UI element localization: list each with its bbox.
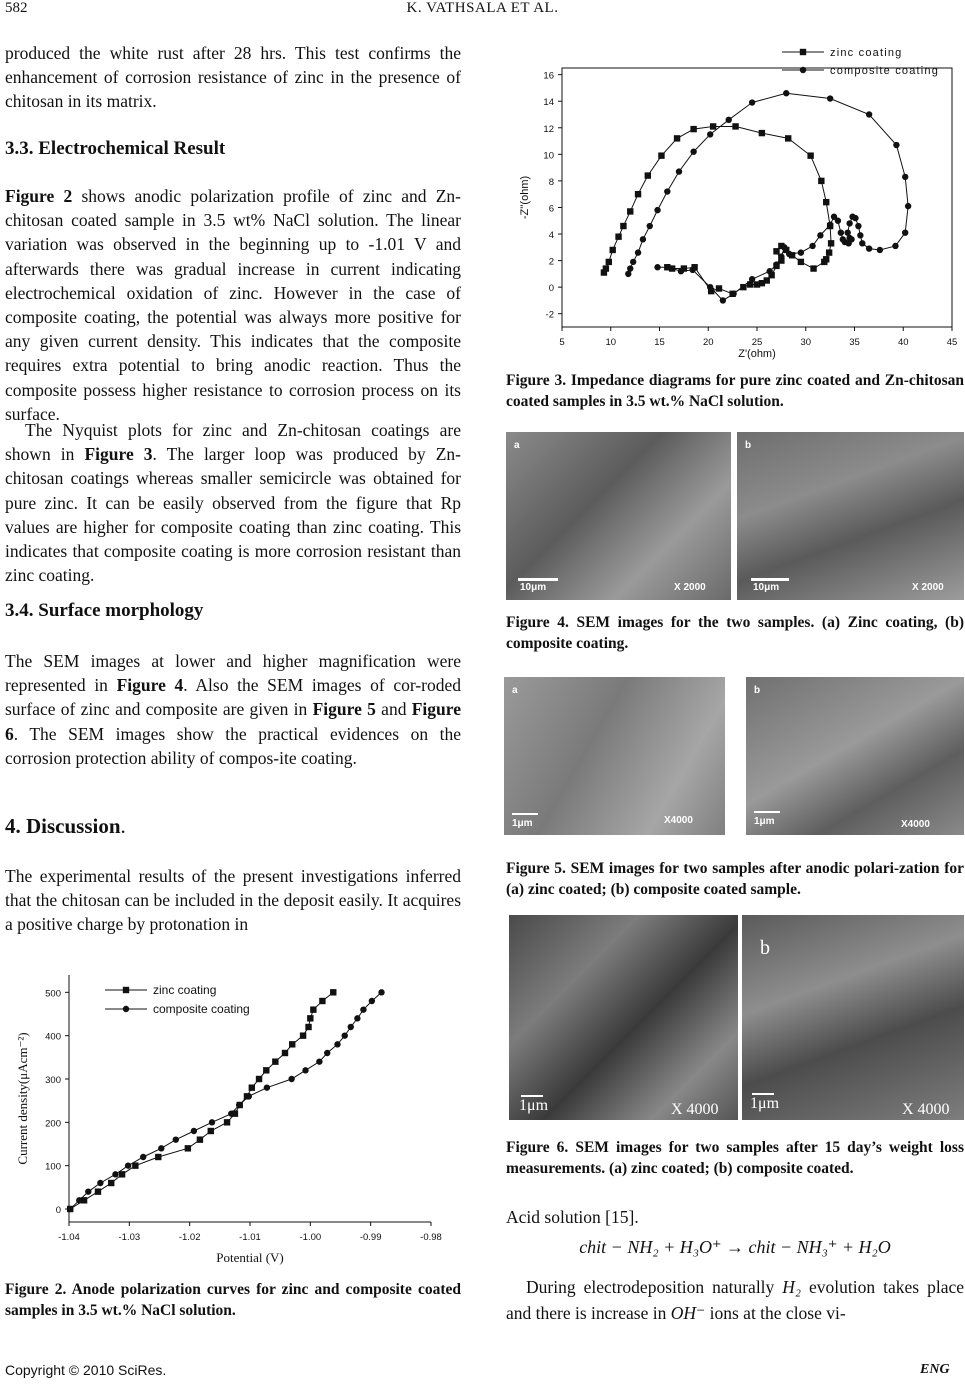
figure-5b-sem-image [746, 677, 964, 835]
data-point-square [828, 240, 834, 246]
y-tick-label: 12 [543, 123, 554, 135]
y-tick-label: 200 [45, 1118, 61, 1130]
figure5-ref[interactable]: Figure 5 [312, 699, 376, 720]
data-point-circle [360, 1006, 366, 1012]
figure-4a-sem-image [506, 432, 731, 600]
data-point-square [330, 989, 336, 995]
data-point-square [256, 1076, 262, 1082]
data-point-circle [877, 247, 883, 253]
data-point-circle [264, 1084, 270, 1090]
page-number: 582 [5, 0, 28, 16]
data-point-circle [749, 276, 755, 282]
y-tick-label: 16 [543, 70, 554, 82]
figure6-ref[interactable]: Figure 6 [5, 699, 461, 744]
data-point-circle [378, 989, 384, 995]
data-point-square [821, 259, 827, 265]
data-point-circle [786, 251, 792, 257]
y-tick-label: 300 [45, 1075, 61, 1086]
data-point-circle [866, 245, 872, 251]
figure-3-caption: Figure 3. Impedance diagrams for pure zinc coated and Zn-chitosan coated samples in 3.5 wt.% NaCl solution. [506, 372, 964, 410]
data-point-circle [778, 253, 784, 259]
data-point-square [674, 135, 680, 141]
figure-6a-scale-label: 1μm [519, 1097, 549, 1114]
intro-paragraph: produced the white rust after 28 hrs. This test confirms the enhancement of corrosion resistance of zinc in the presence of chitosan in its matrix. [5, 43, 461, 112]
figure2-ref[interactable]: Figure 2 [5, 186, 73, 206]
sem-text-d: . The SEM images show the practical evidences on the corrosion protection ability of compos-ite coating. [5, 723, 461, 768]
data-point-circle [840, 236, 846, 242]
section-4-title: 4. Discussion [5, 814, 121, 838]
data-point-circle [749, 99, 755, 105]
series-line-square [70, 992, 333, 1209]
figure-5a-sem-image [504, 677, 725, 835]
x-tick-label: -1.04 [58, 1232, 80, 1243]
x-tick-label: -1.02 [178, 1232, 201, 1243]
x-axis-label: Z'(ohm) [738, 348, 776, 360]
data-point-square [249, 1084, 255, 1090]
x-tick-label: 30 [800, 337, 812, 348]
x-tick-label: 45 [946, 337, 958, 348]
figure-3-chart [506, 40, 964, 365]
figure-2-chart [5, 960, 461, 1270]
x-tick-label: -1.01 [239, 1232, 261, 1243]
figure-4b-magnification: X 2000 [912, 582, 944, 593]
data-point-square [208, 1128, 214, 1134]
plot-frame [562, 68, 952, 327]
discussion-paragraph: The experimental results of the present investigations inferred that the chitosan can be included in the deposit easily. It acquires a positive charge by protonation in [5, 866, 461, 935]
data-point-circle [665, 264, 671, 270]
data-point-circle [173, 1136, 179, 1142]
data-point-circle [831, 214, 837, 220]
data-point-circle [730, 291, 736, 297]
data-point-square [773, 248, 779, 254]
data-point-square [224, 1119, 230, 1125]
figure-4a-label: a [514, 440, 520, 451]
data-point-square [300, 1032, 306, 1038]
legend-label: composite coating [153, 1002, 250, 1016]
nyquist-text-b: . The larger loop was produced by Zn-chitosan coatings whereas smaller semicircle was obtained for pure zinc. It can be easily observed from the figure that Rp values are higher for composite coating than zinc coating. This indicates that composite coating is more corrosion resistant than zinc coating. [5, 444, 461, 586]
data-point-circle [902, 174, 908, 180]
section-3-3-heading: 3.3. Electrochemical Result [5, 138, 226, 159]
data-point-circle [76, 1197, 82, 1203]
y-tick-label: 100 [45, 1161, 61, 1173]
figure-4b-scale-label: 10μm [753, 582, 780, 593]
data-point-circle [630, 259, 636, 265]
oh-symbol: OH⁻ [670, 1303, 706, 1323]
data-point-circle [676, 168, 682, 174]
data-point-square [810, 265, 816, 271]
elec-text-a: During electrodeposition naturally [526, 1277, 783, 1297]
series-line-square [604, 126, 831, 293]
data-point-square [610, 247, 616, 253]
data-point-circle [773, 261, 779, 267]
data-point-square [615, 233, 621, 239]
running-title: K. VATHSALA ET AL. [406, 0, 559, 16]
figure-2-caption: Figure 2. Anode polarization curves for zinc and composite coated samples in 3.5 wt.% NaCl solution. [5, 1281, 461, 1319]
y-tick-label: 6 [548, 203, 554, 215]
y-tick-label: 8 [548, 176, 554, 188]
figure-5a-scale-label: 1μm [512, 818, 533, 829]
data-point-circle [893, 142, 899, 148]
data-point-circle [654, 207, 660, 213]
data-point-square [307, 1015, 313, 1021]
nyquist-text-a: The Nyquist plots for zinc and Zn-chitosan coatings are shown in [5, 420, 461, 465]
figure-5b-scale-bar [754, 811, 780, 813]
data-point-circle [857, 232, 863, 238]
data-point-circle [690, 148, 696, 154]
y-tick-label: 2 [548, 256, 554, 268]
data-point-circle [654, 264, 660, 270]
figure-5b-magnification: X4000 [901, 819, 930, 830]
figure4-ref[interactable]: Figure 4 [116, 675, 184, 696]
data-point-square [645, 172, 651, 178]
h2-symbol: H₂ [782, 1277, 802, 1297]
figure-6-caption: Figure 6. SEM images for two samples after 15 day’s weight loss measurements. (a) zinc coated; (b) composite coated. [506, 1139, 964, 1177]
figure-5-caption: Figure 5. SEM images for two samples after anodic polari-zation for (a) zinc coated; (b) composite coated sample. [506, 860, 964, 898]
data-point-circle [809, 243, 815, 249]
data-point-square [818, 178, 824, 184]
data-point-circle [627, 265, 633, 271]
data-point-square [658, 152, 664, 158]
y-tick-label: 500 [45, 988, 61, 1000]
data-point-circle [316, 1058, 322, 1064]
data-point-square [282, 1050, 288, 1056]
legend-label: composite coating [830, 65, 940, 77]
data-point-circle [246, 1093, 252, 1099]
y-tick-label: 0 [55, 1205, 61, 1216]
legend-marker-circle [800, 67, 806, 73]
data-point-circle [846, 220, 852, 226]
data-point-circle [866, 111, 872, 117]
data-point-circle [369, 998, 375, 1004]
x-tick-label: 5 [559, 337, 565, 348]
y-tick-label: 14 [543, 97, 554, 109]
data-point-circle [678, 268, 684, 274]
x-tick-label: -0.99 [359, 1232, 382, 1243]
x-tick-label: 25 [751, 337, 763, 348]
data-point-circle [342, 1032, 348, 1038]
x-tick-label: 40 [897, 337, 909, 348]
data-point-circle [125, 1162, 131, 1168]
data-point-circle [334, 1041, 340, 1047]
data-point-circle [635, 249, 641, 255]
data-point-circle [707, 284, 713, 290]
figure-4a-scale-bar [518, 578, 558, 581]
figure-4b-sem-image [737, 432, 964, 600]
y-tick-label: 0 [548, 283, 554, 295]
figure-5a-label: a [512, 685, 518, 696]
legend-marker-square [800, 49, 806, 55]
data-point-square [319, 998, 325, 1004]
figure-4b-scale-bar [751, 578, 789, 581]
figure-4a-scale-label: 10μm [520, 582, 547, 593]
legend-label: zinc coating [830, 47, 903, 59]
data-point-circle [902, 229, 908, 235]
section-3-4-heading: 3.4. Surface morphology [5, 600, 204, 621]
figure-6a-sem-image [509, 915, 738, 1120]
elec-text-b: evolution takes place and there is increase in [506, 1277, 964, 1323]
y-tick-label: -2 [545, 309, 554, 321]
data-point-circle [236, 1102, 242, 1108]
data-point-square [119, 1171, 125, 1177]
sem-text-c: and [375, 699, 412, 720]
data-point-square [826, 249, 832, 255]
data-point-circle [892, 243, 898, 249]
y-tick-label: 4 [548, 230, 554, 242]
data-point-square [710, 123, 716, 129]
data-point-square [606, 259, 612, 265]
data-point-square [823, 199, 829, 205]
x-tick-label: -0.98 [420, 1232, 442, 1243]
section-4-heading [5, 814, 461, 839]
data-point-square [603, 265, 609, 271]
figure-4-caption: Figure 4. SEM images for the two samples. (a) Zinc coating, (b) composite coating. [506, 614, 964, 652]
data-point-square [132, 1162, 138, 1168]
data-point-square [732, 123, 738, 129]
data-point-circle [158, 1145, 164, 1151]
data-point-circle [85, 1188, 91, 1194]
data-point-circle [849, 214, 855, 220]
data-point-circle [354, 1015, 360, 1021]
figure-4b-label: b [745, 440, 752, 451]
data-point-square [305, 1024, 311, 1030]
data-point-square [627, 208, 633, 214]
data-point-square [155, 1154, 161, 1160]
data-point-circle [97, 1180, 103, 1186]
data-point-circle [228, 1110, 234, 1116]
figure-5a-scale-bar [512, 813, 538, 815]
y-axis-label: -Z''(ohm) [519, 175, 531, 220]
data-point-square [807, 152, 813, 158]
data-point-circle [191, 1128, 197, 1134]
sem-text-a: The SEM images at lower and higher magnification were represented in [5, 651, 461, 696]
data-point-square [289, 1041, 295, 1047]
electrodeposition-paragraph [506, 1274, 964, 1326]
data-point-square [310, 1006, 316, 1012]
data-point-square [620, 223, 626, 229]
data-point-circle [859, 240, 865, 246]
figure-5a-magnification: X4000 [664, 815, 693, 826]
copyright-footer: Copyright © 2010 SciRes. [5, 1362, 167, 1378]
data-point-square [263, 1067, 269, 1073]
data-point-circle [726, 117, 732, 123]
x-tick-label: -1.00 [299, 1232, 322, 1243]
data-point-circle [302, 1067, 308, 1073]
section-4-dot: . [120, 814, 126, 838]
data-point-circle [348, 1024, 354, 1030]
x-tick-label: 20 [702, 337, 714, 348]
acid-solution-line: Acid solution [15]. [506, 1207, 639, 1227]
x-tick-label: 35 [849, 337, 860, 348]
data-point-square [754, 281, 760, 287]
figure-4a-magnification: X 2000 [674, 582, 706, 593]
figure-6b-sem-image [742, 915, 964, 1120]
data-point-circle [827, 222, 833, 228]
figure3-ref[interactable]: Figure 3 [84, 444, 153, 465]
data-point-square [716, 285, 722, 291]
data-point-circle [827, 95, 833, 101]
data-point-circle [781, 244, 787, 250]
data-point-square [197, 1136, 203, 1142]
data-point-square [108, 1180, 114, 1186]
figure-6b-scale-label: 1μm [750, 1095, 780, 1112]
data-point-square [798, 259, 804, 265]
nyquist-paragraph [5, 418, 461, 587]
data-point-square [272, 1058, 278, 1064]
figure-6a-magnification: X 4000 [671, 1101, 719, 1118]
data-point-square [185, 1145, 191, 1151]
reaction-equation: chit − NH₂ + H₃O⁺ → chit − NH₃⁺ + H₂O [579, 1237, 891, 1257]
data-point-circle [112, 1171, 118, 1177]
elec-text-c: ions at the close vi- [705, 1303, 846, 1323]
x-tick-label: 10 [605, 337, 617, 348]
data-point-circle [689, 267, 695, 273]
data-point-circle [707, 131, 713, 137]
data-point-circle [766, 268, 772, 274]
data-point-circle [67, 1206, 73, 1212]
x-tick-label: -1.03 [118, 1232, 141, 1243]
data-point-circle [640, 236, 646, 242]
data-point-circle [817, 232, 823, 238]
data-point-square [635, 191, 641, 197]
y-axis-label: Current density(μAcm⁻²) [15, 1032, 30, 1165]
figure-6b-magnification: X 4000 [902, 1101, 950, 1118]
data-point-circle [140, 1154, 146, 1160]
data-point-circle [720, 297, 726, 303]
y-tick-label: 400 [45, 1031, 61, 1043]
x-axis-label: Potential (V) [216, 1250, 284, 1265]
data-point-circle [855, 223, 861, 229]
data-point-circle [838, 229, 844, 235]
figure2-discussion-text: shows anodic polarization profile of zinc and Zn-chitosan coated sample in 3.5 wt% NaCl solution. The linear variation was observed in the beginning up to -1.01 V and afterwards there was gradual increase in current indicating electrochemical oxidation of zinc. However in the case of composite coating, the potential was always more positive for any given current density. This indicates that the composite requires extra potential to bring anodic reaction. Thus the composite possess higher resistance to corrosion process on its surface. [5, 186, 462, 424]
data-point-square [690, 126, 696, 132]
sem-paragraph [5, 649, 461, 770]
data-point-circle [798, 249, 804, 255]
journal-footer: ENG [920, 1362, 950, 1377]
data-point-circle [324, 1050, 330, 1056]
legend-label: zinc coating [153, 983, 217, 997]
figure2-discussion-paragraph [5, 184, 461, 426]
legend-marker-circle [123, 1006, 129, 1012]
data-point-circle [288, 1076, 294, 1082]
data-point-square [785, 135, 791, 141]
x-tick-label: 15 [654, 337, 665, 348]
data-point-circle [664, 188, 670, 194]
data-point-circle [209, 1119, 215, 1125]
y-tick-label: 10 [543, 150, 554, 162]
data-point-circle [783, 90, 789, 96]
figure-5b-label: b [754, 685, 761, 696]
sem-text-b: . Also the SEM images of cor-roded surface of zinc and composite are given in [5, 675, 461, 720]
legend-marker-square [123, 987, 129, 993]
data-point-circle [905, 203, 911, 209]
figure-5b-scale-label: 1μm [754, 816, 775, 827]
figure-6b-label: b [760, 937, 770, 959]
data-point-square [759, 130, 765, 136]
data-point-circle [647, 223, 653, 229]
data-point-square [95, 1188, 101, 1194]
